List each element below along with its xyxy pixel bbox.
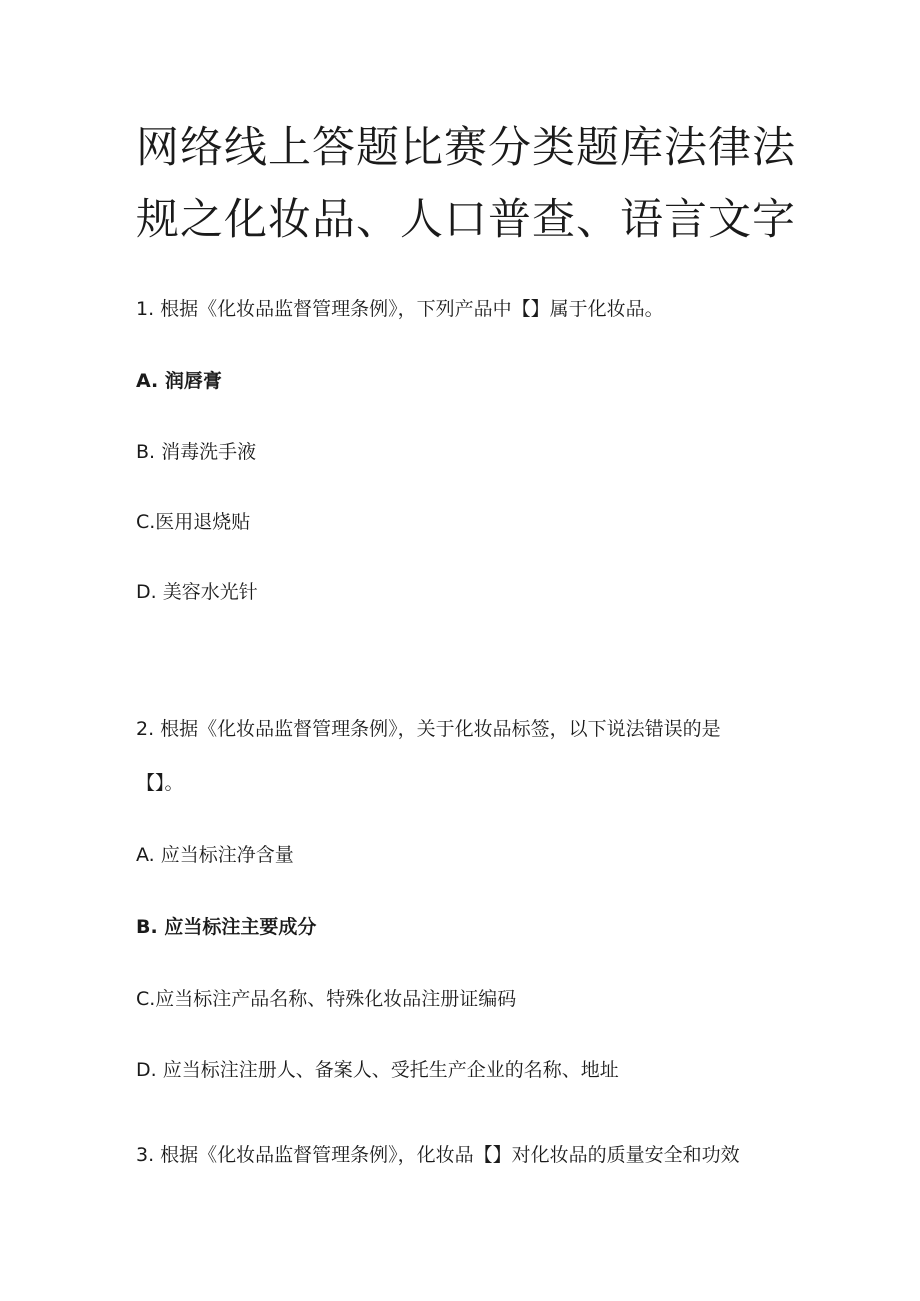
question-2-option-b-answer: B. 应当标注主要成分 [136, 916, 317, 938]
question-1-option-d: D. 美容水光针 [136, 581, 258, 603]
question-2-option-d: D. 应当标注注册人、备案人、受托生产企业的名称、地址 [136, 1059, 619, 1081]
question-3-stem: 3. 根据《化妆品监督管理条例》，化妆品【】对化妆品的质量安全和功效 [136, 1144, 740, 1166]
question-1-option-b: B. 消毒洗手液 [136, 441, 257, 463]
question-2-option-a: A. 应当标注净含量 [136, 844, 294, 866]
question-2-stem: 2. 根据《化妆品监督管理条例》，关于化妆品标签，以下说法错误的是 [136, 718, 721, 740]
question-1-option-c: C.医用退烧贴 [136, 511, 251, 533]
question-1-option-a-answer: A. 润唇膏 [136, 370, 222, 392]
document-title: 网络线上答题比赛分类题库法律法规之化妆品、人口普查、语言文字 [136, 123, 796, 245]
question-2-stem-continued: 【】。 [136, 772, 184, 794]
question-2-option-c: C.应当标注产品名称、特殊化妆品注册证编码 [136, 988, 517, 1010]
question-1-stem: 1. 根据《化妆品监督管理条例》，下列产品中【】属于化妆品。 [136, 298, 664, 320]
